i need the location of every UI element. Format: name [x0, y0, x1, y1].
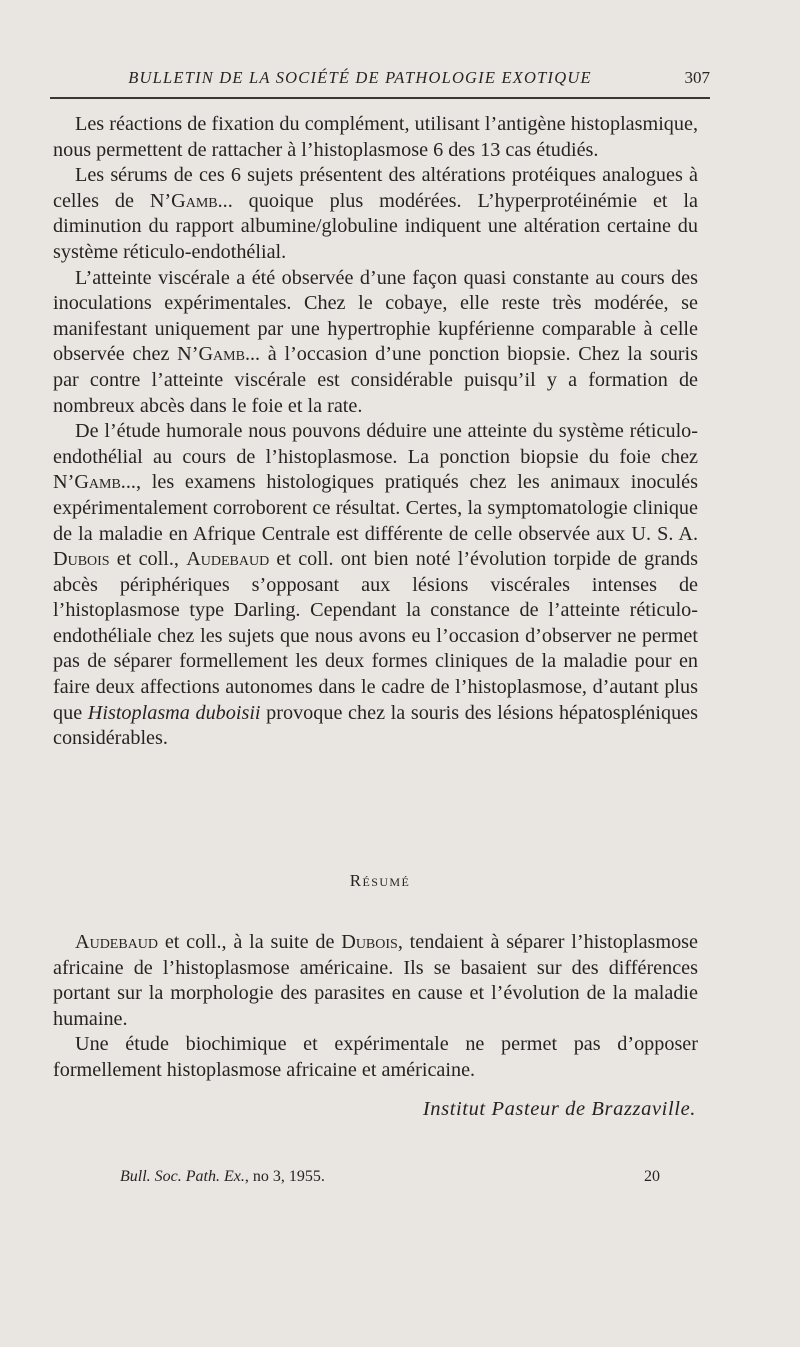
header-rule — [50, 97, 710, 99]
p4-species-name: Histoplasma duboisii — [87, 701, 261, 724]
p2-name-gamb: Gamb — [171, 189, 218, 212]
r2-text: Une étude biochimique et expérimentale ne permet pas d’opposer formellement histoplasmose africaine et américaine. — [53, 1033, 698, 1081]
p3-name-gamb: Gamb — [198, 343, 245, 366]
page-number: 307 — [684, 68, 710, 87]
p4-text-b: ..., les examens histologiques pratiqués chez les animaux inoculés expérimentalement corroborent ce résultat. Certes, la symptomatologie clinique de la maladie en Afrique Centrale est différente de celle observée aux U. S. A. — [53, 471, 698, 545]
p1-text: Les réactions de fixation du complément, utilisant l’antigène histoplasmique, nous permettent de rattacher à l’histoplasmose 6 des 13 cas étudiés. — [53, 113, 698, 161]
p3-text-b: ... à l’occasion d’une ponction biopsie. Chez la souris par contre l’atteinte viscérale est considérable puisqu’il y a formation de nombreux abcès dans le foie et la rate. — [53, 343, 698, 417]
p3-text-a: L’atteinte viscérale a été observée d’une façon quasi constante au cours des inoculations expérimentales. Chez le cobaye, elle reste très modérée, se manifestant uniquement par une hypertrophie kupférienne comparable à celle observée chez N’ — [53, 266, 698, 366]
p4-text-e: provoque chez la souris des lésions hépatospléniques considérables. — [53, 701, 698, 750]
p4-name-gamb: Gamb — [74, 471, 121, 494]
resume-paragraph-1 — [53, 930, 698, 1032]
body-text — [53, 112, 698, 752]
p4-text-d: et coll. ont bien noté l’évolution torpide de grands abcès périphériques s’opposant aux lésions viscérales intenses de l’histoplasmose type Darling. Cependant la constance de l’atteinte réticulo-endothéliale chez les sujets que nous avons eu l’occasion d’observer ne permet pas de séparer formellement les deux formes cliniques de la maladie pour en faire deux affections autonomes dans le cadre de l’histoplasmose, d’autant plus que — [53, 548, 699, 724]
p4-text-c: et coll., — [109, 548, 187, 571]
running-head — [50, 60, 710, 96]
resume-heading: Résumé — [349, 871, 411, 890]
journal-citation — [120, 1168, 325, 1186]
institution-signature: Institut Pasteur de Brazzaville. — [422, 1098, 696, 1120]
p4-name-dubois: Dubois — [53, 548, 110, 571]
paragraph-4 — [53, 419, 698, 752]
resume-paragraph-2 — [53, 1032, 698, 1083]
r1-name-audebaud: Audebaud — [75, 931, 159, 953]
r1-name-dubois: Dubois — [341, 931, 398, 953]
signature-number: 20 — [644, 1168, 660, 1185]
r1-text-a: et coll., à la suite de — [158, 931, 342, 953]
p4-name-audebaud: Audebaud — [186, 548, 270, 571]
r1-text-b: , tendaient à séparer l’histoplasmose africaine de l’histoplasmose américaine. Ils se basaient sur des différences portant sur la morphologie des parasites en cause et l’évolution de la maladie humaine. — [53, 931, 698, 1030]
paragraph-1 — [53, 112, 698, 163]
p4-text-a: De l’étude humorale nous pouvons déduire une atteinte du système réticulo-endothélial au cours de l’histoplasmose. La ponction biopsie du foie chez N’ — [53, 420, 698, 494]
p2-text-a: Les sérums de ces 6 sujets présentent des altérations protéiques analogues à celles de N’ — [53, 164, 698, 212]
p2-text-b: ... quoique plus modérées. L’hyperprotéinémie et la diminution du rapport albumine/globuline indiquent une altération certaine du système réticulo-endothélial. — [53, 189, 698, 263]
citation-journal: Bull. Soc. Path. Ex. — [120, 1168, 245, 1185]
paragraph-2 — [53, 163, 698, 265]
paragraph-3 — [53, 266, 698, 420]
running-title: BULLETIN DE LA SOCIÉTÉ DE PATHOLOGIE EXOTIQUE — [128, 68, 592, 87]
resume-text — [53, 930, 698, 1084]
citation-issue: , no 3, 1955. — [244, 1168, 325, 1185]
